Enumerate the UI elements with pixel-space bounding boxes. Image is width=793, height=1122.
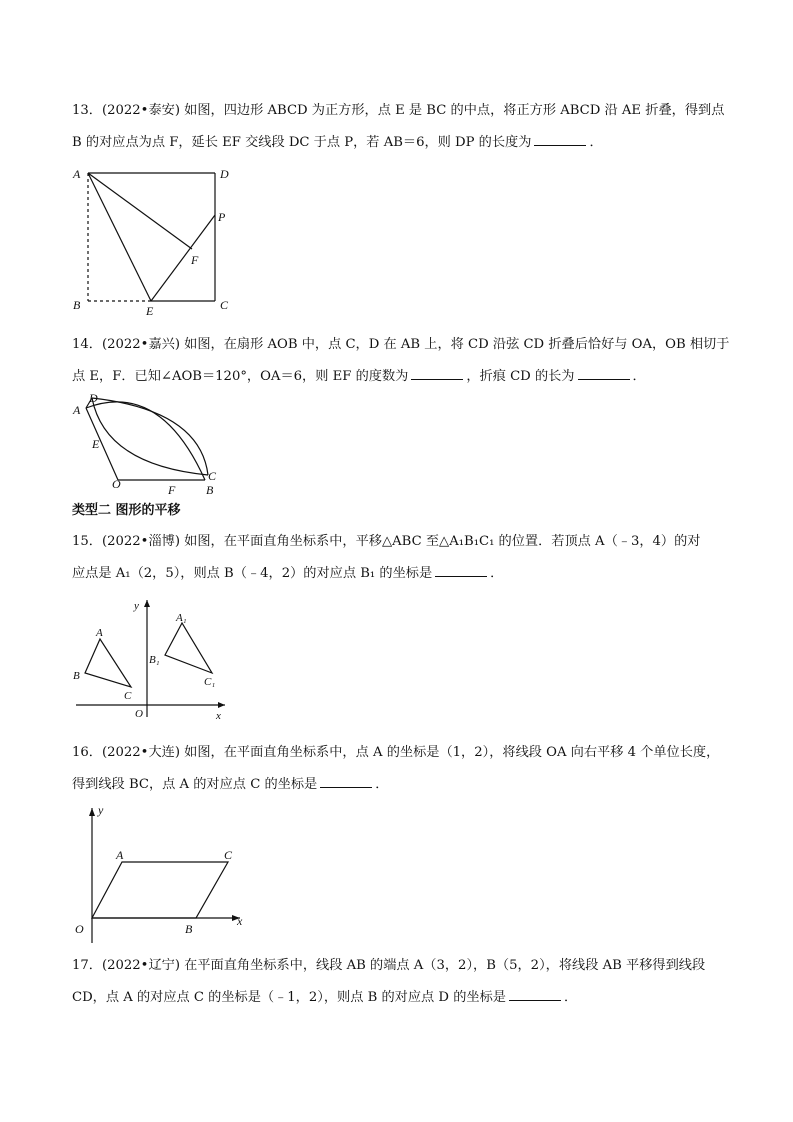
question-16 (72, 737, 732, 801)
label-B: B (73, 670, 80, 682)
label-O: O (112, 477, 121, 491)
label-y: y (98, 803, 104, 817)
q15-line1: 15．(2022•淄博) 如图，在平面直角坐标系中，平移△ABC 至△A₁B₁C₁ 的位置．若顶点 A（﹣3，4）的对 (72, 534, 701, 549)
q15-line2: 应点是 A₁（2，5），则点 B（﹣4，2）的对应点 B₁ 的坐标是 ． (72, 558, 732, 590)
q14-line2: 点 E，F．已知∠AOB＝120°，OA＝6，则 EF 的度数为 ，折痕 CD 的长为 ． (72, 361, 732, 393)
label-A: A (96, 627, 103, 639)
label-D: D (89, 391, 98, 405)
label-F: F (168, 483, 176, 497)
label-C: C (124, 690, 132, 702)
answer-blank[interactable] (509, 986, 561, 1001)
section-title: 类型二 图形的平移 (72, 503, 181, 518)
q16-line1: 16．(2022•大连) 如图，在平面直角坐标系中，点 A 的坐标是（1，2），将线段 OA 向右平移 4 个单位长度， (72, 745, 720, 760)
q16-coordinate-figure (70, 800, 255, 950)
question-15 (72, 526, 732, 590)
label-B: B (73, 298, 81, 312)
label-E: E (146, 304, 154, 318)
label-C: C (224, 848, 233, 862)
label-B: B (185, 922, 193, 936)
q14-line1: 14．(2022•嘉兴) 如图，在扇形 AOB 中，点 C，D 在 AB 上，将 CD 沿弦 CD 折叠后恰好与 OA，OB 相切于 (72, 337, 730, 352)
q16-line2: 得到线段 BC，点 A 的对应点 C 的坐标是 ． (72, 769, 732, 801)
question-13 (72, 95, 732, 159)
label-A: A (73, 403, 81, 417)
question-17 (72, 950, 732, 1014)
label-A: A (116, 848, 124, 862)
label-y: y (134, 600, 139, 612)
label-x: x (216, 710, 221, 722)
answer-blank[interactable] (411, 365, 463, 380)
q15-coordinate-figure (70, 595, 235, 725)
question-14 (72, 329, 732, 393)
label-E: E (92, 437, 100, 451)
label-O: O (75, 922, 84, 936)
label-C1: C₁ (204, 676, 216, 688)
q13-square-figure (70, 165, 240, 320)
label-F: F (191, 253, 199, 267)
answer-blank[interactable] (534, 131, 586, 146)
label-C: C (220, 298, 229, 312)
q13-line2: B 的对应点为点 F，延长 EF 交线段 DC 于点 P，若 AB＝6，则 DP 的长度为 ． (72, 127, 732, 159)
answer-blank[interactable] (435, 562, 487, 577)
label-P: P (218, 210, 226, 224)
label-A: A (73, 167, 81, 181)
label-B1: B₁ (149, 654, 160, 666)
q17-line1: 17．(2022•辽宁) 在平面直角坐标系中，线段 AB 的端点 A（3，2），B（5，2），将线段 AB 平移得到线段 (72, 958, 706, 973)
label-O: O (135, 708, 143, 720)
q13-line1: 13．(2022•泰安) 如图，四边形 ABCD 为正方形，点 E 是 BC 的中点，将正方形 ABCD 沿 AE 折叠，得到点 (72, 103, 725, 118)
answer-blank[interactable] (320, 773, 372, 788)
q14-sector-figure (70, 390, 230, 502)
label-B: B (206, 483, 214, 497)
label-C: C (208, 469, 217, 483)
label-A1: A₁ (176, 612, 187, 624)
answer-blank[interactable] (578, 365, 630, 380)
label-D: D (220, 167, 229, 181)
label-x: x (237, 914, 243, 928)
q17-line2: CD，点 A 的对应点 C 的坐标是（﹣1，2），则点 B 的对应点 D 的坐标是 ． (72, 982, 732, 1014)
